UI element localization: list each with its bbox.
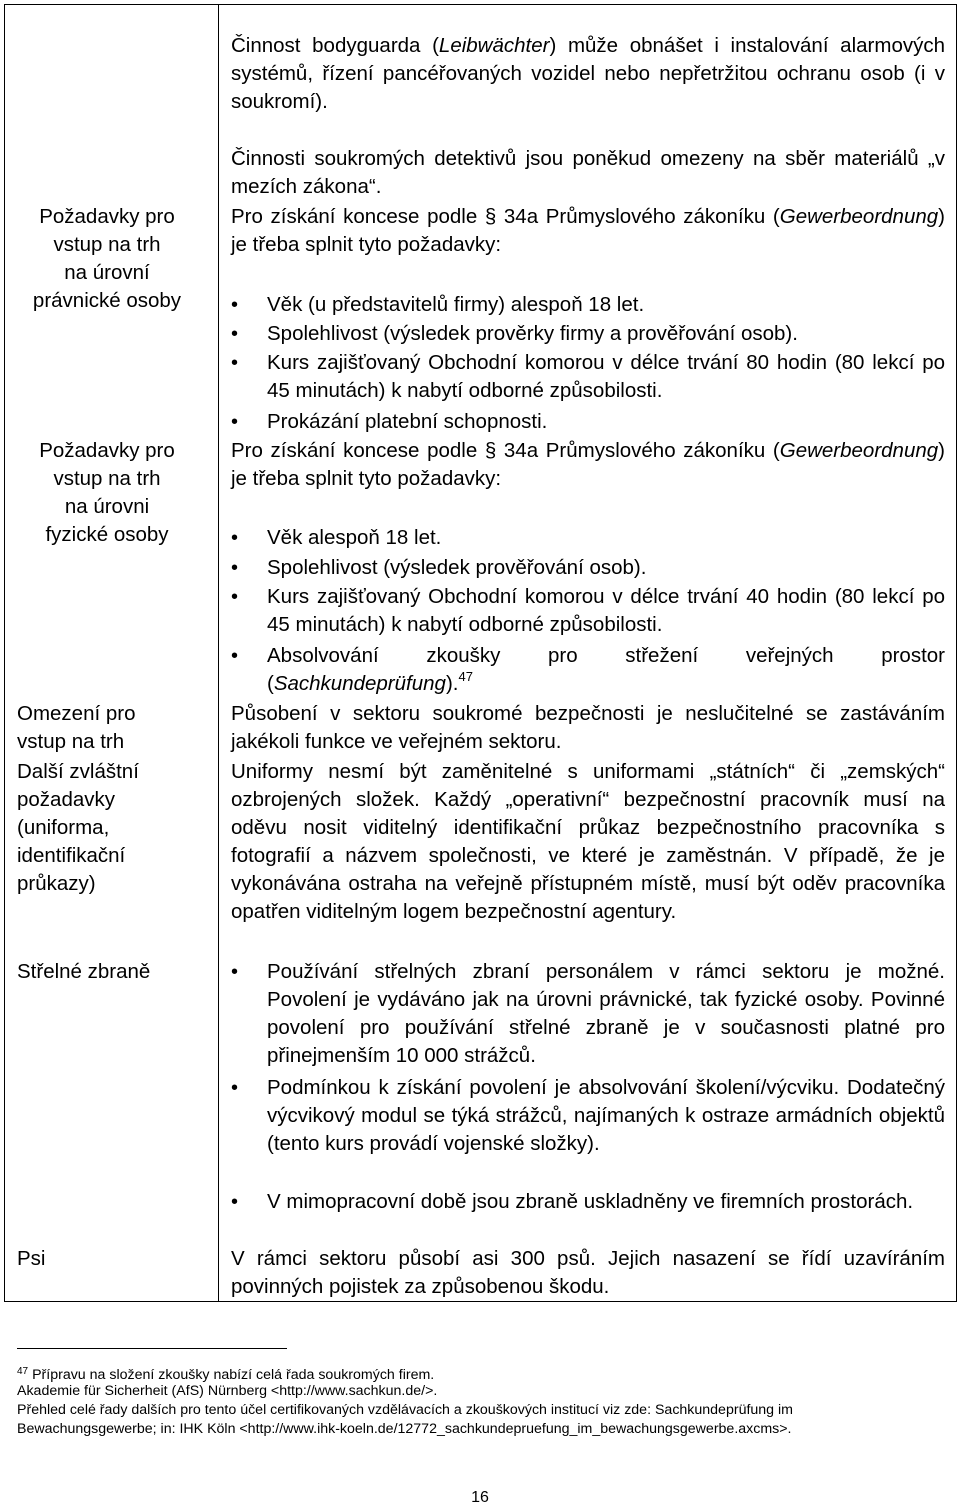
uniforms-paragraph: Uniformy nesmí být zaměnitelné s uniformami „státních“ či „zemských“ ozbrojených složek. Každý „operativní“ bezpečnostní pracovník musí na oděvu nosit viditelný identifikační průkaz bezpečnostního pracovníka s fotografií a názvem společnosti, ve které je zaměstnán. V případě, že je vykonávána ostraha na veřejně přístupném místě, musí být oděv pracovníka opatřen viditelným logem bezpečnostní agentury. — [231, 760, 945, 923]
label-line: Požadavky pro — [39, 439, 175, 462]
label-line: vstup na trh — [53, 233, 161, 256]
bullet-icon: • — [231, 323, 239, 345]
label-line: požadavky — [17, 788, 116, 811]
label-legal-person-requirements — [6, 203, 208, 315]
bodyguard-paragraph: Činnost bodyguarda (Leibwächter) může obnášet i instalování alarmových systémů, řízení pancéřovaných vozidel nebo nepřetržitou ochranu osob (i v soukromí). — [231, 34, 945, 113]
label-line: průkazy) — [17, 872, 96, 895]
list-item: Podmínkou k získání povolení je absolvování školení/výcviku. Dodatečný výcvikový modul se týká strážců, najímaných k ostraze armádních objektů (tento kurs provádí vojenské složky). — [267, 1076, 945, 1155]
bullet-icon: • — [231, 586, 239, 608]
bullet-icon: • — [231, 645, 239, 667]
label-line: právnické osoby — [32, 289, 182, 312]
footnote-line[interactable]: Akademie für Sicherheit (AfS) Nürnberg <http://www.sachkun.de/>. — [17, 1383, 438, 1399]
label-line: Omezení pro — [17, 702, 136, 725]
label-line: identifikační — [17, 844, 126, 867]
list-item: Kurs zajišťovaný Obchodní komorou v délce trvání 40 hodin (80 lekcí po 45 minutách) k nabytí odborné způsobilosti. — [267, 585, 945, 636]
list-item: Absolvování zkoušky pro střežení veřejných prostor (Sachkundeprüfung).$^{47}$ — [267, 644, 945, 695]
label-line: vstup na trh — [53, 467, 161, 490]
label-line: vstup na trh — [17, 730, 125, 753]
label-line: Požadavky pro — [39, 205, 175, 228]
restriction-paragraph: Působení v sektoru soukromé bezpečnosti je neslučitelné se zastáváním jakékoli funkce ve veřejném sektoru. — [231, 702, 945, 753]
bullet-icon: • — [231, 527, 239, 549]
bullet-icon: • — [231, 411, 239, 433]
bullet-icon: • — [231, 294, 239, 316]
list-item: V mimopracovní době jsou zbraně uskladněny ve firemních prostorách. — [267, 1190, 914, 1213]
license-legal-paragraph: Pro získání koncese podle § 34a Průmyslového zákoníku (Gewerbeordnung) je třeba splnit tyto požadavky: — [231, 205, 945, 256]
label-line: fyzické osoby — [45, 523, 169, 546]
footnote-line: $^{47}$ Přípravu na složení zkoušky nabízí celá řada soukromých firem. — [17, 1366, 435, 1383]
license-natural-paragraph: Pro získání koncese podle § 34a Průmyslového zákoníku (Gewerbeordnung) je třeba splnit tyto požadavky: — [231, 439, 945, 490]
list-item: Prokázání platební schopnosti. — [267, 410, 548, 433]
list-item: Věk (u představitelů firmy) alespoň 18 let. — [267, 293, 645, 316]
label-firearms: Střelné zbraně — [17, 960, 151, 983]
column-divider — [218, 4, 219, 1302]
label-natural-person-requirements — [6, 437, 208, 549]
footnote-line: Přehled celé řady dalších pro tento účel certifikovaných vzdělávacích a zkouškových institucí viz zde: Sachkundeprüfung im — [17, 1402, 793, 1418]
label-line: (uniforma, — [17, 816, 110, 839]
label-line: na úrovní — [64, 261, 150, 284]
footnote-separator — [17, 1348, 287, 1349]
detectives-paragraph: Činnosti soukromých detektivů jsou poněkud omezeny na sběr materiálů „v mezích zákona“. — [231, 147, 945, 198]
label-line: na úrovni — [64, 495, 150, 518]
bullet-icon: • — [231, 961, 239, 983]
list-item: Věk alespoň 18 let. — [267, 526, 442, 549]
label-dogs: Psi — [17, 1247, 46, 1270]
list-item: Spolehlivost (výsledek prověrky firmy a prověřování osob). — [267, 322, 798, 345]
bullet-icon: • — [231, 1077, 239, 1099]
footnote-ref[interactable]: 47 — [458, 669, 473, 684]
page-number: 16 — [471, 1489, 489, 1506]
label-other-requirements — [17, 758, 203, 898]
bullet-icon: • — [231, 352, 239, 374]
label-line: Další zvláštní — [17, 760, 139, 783]
bullet-icon: • — [231, 1191, 239, 1213]
list-item: Kurs zajišťovaný Obchodní komorou v délce trvání 80 hodin (80 lekcí po 45 minutách) k nabytí odborné způsobilosti. — [267, 351, 945, 402]
list-item: Spolehlivost (výsledek prověřování osob). — [267, 556, 647, 579]
list-item: Používání střelných zbraní personálem v rámci sektoru je možné. Povolení je vydáváno jak na úrovni právnické, tak fyzické osoby. Povinné povolení pro používání střelné zbraně je v současnosti platné pro přinejmenším 10 000 strážců. — [267, 960, 945, 1067]
label-market-restriction — [17, 700, 203, 756]
bullet-icon: • — [231, 557, 239, 579]
footnote-number: 47 — [17, 1366, 29, 1377]
dogs-paragraph: V rámci sektoru působí asi 300 psů. Jejich nasazení se řídí uzavíráním povinných pojistek za způsobenou škodu. — [231, 1247, 945, 1298]
footnote-line[interactable]: Bewachungsgewerbe; in: IHK Köln <http://www.ihk-koeln.de/12772_sachkundepruefung_im_bewachungsgewerbe.axcms>. — [17, 1421, 792, 1437]
